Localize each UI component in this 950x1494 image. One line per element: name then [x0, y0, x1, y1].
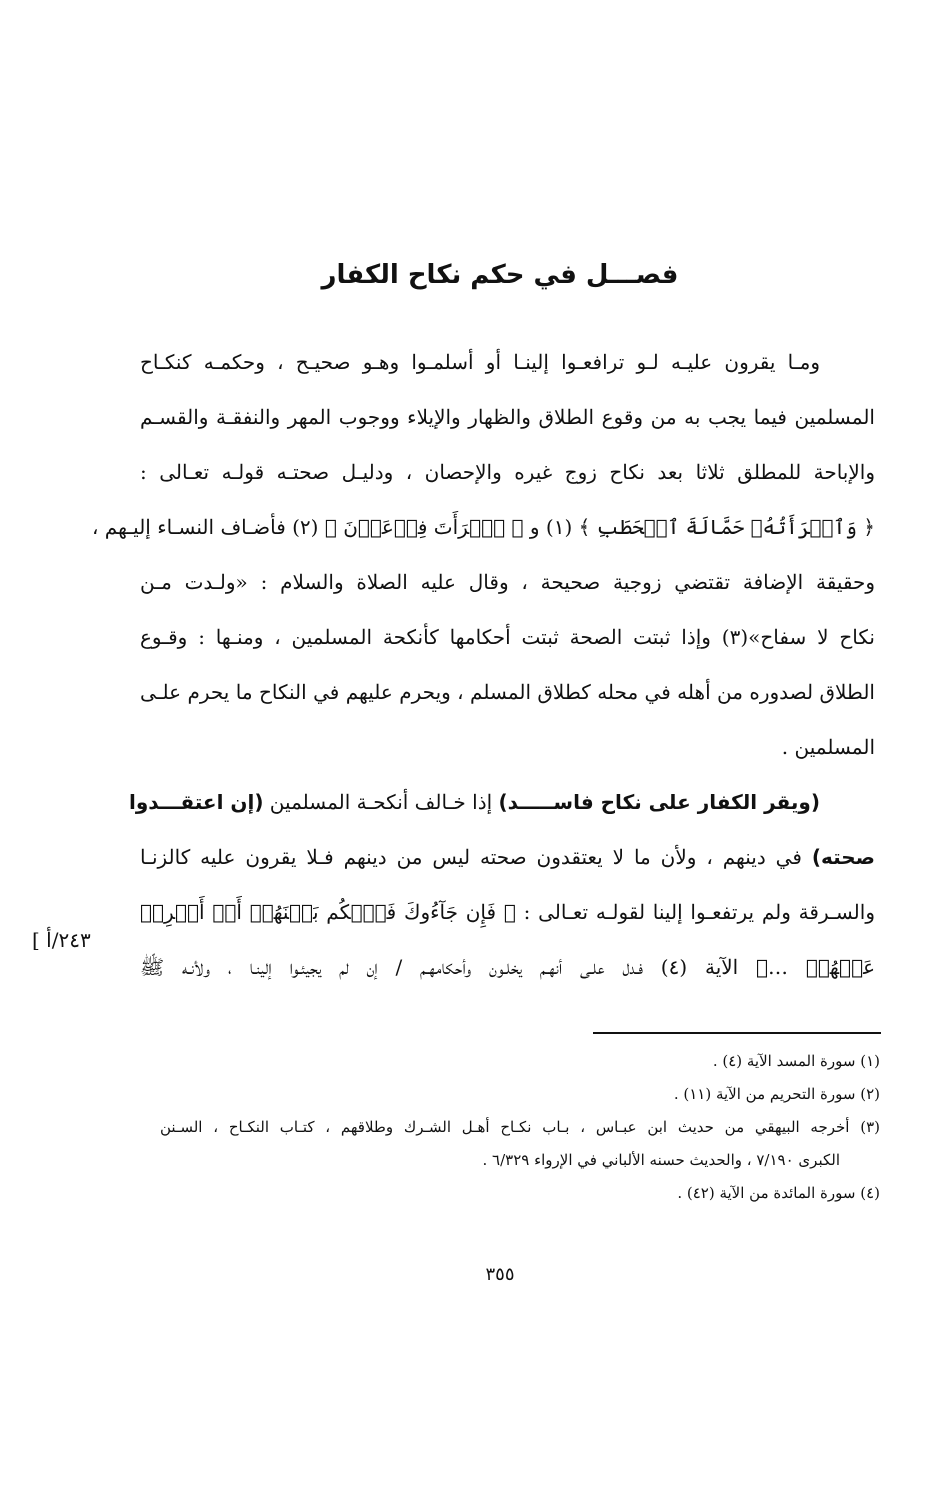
bold-phrase: صحته)	[811, 845, 875, 869]
text-line	[129, 775, 875, 830]
page-number: ٣٥٥	[485, 1264, 515, 1285]
text-line: عَنۡهُمۡ …﴾ الآية (٤) فـدل علـى أنهـم يخلـون وأحكامهـم / إن لم يجيئـوا إلينـا ، ولأنـه ﷺ	[140, 955, 875, 979]
text-line: ﴿ وَٱمۡرَأَتُهُۥ حَمَّالَةَ ٱلۡحَطَبِ ﴾ (١) و ﴿ ٱمۡرَأَتَ فِرۡعَوۡنَ ﴾ (٢) فأضـاف النسـاء إليـهم ،	[91, 515, 875, 539]
text-line: الطلاق لصدوره من أهله في محله كطلاق المسلم ، ويحرم عليهم في النكاح ما يحرم علـى	[140, 680, 875, 704]
footnote: (١) سورة المسد الآية (٤) .	[712, 1052, 880, 1070]
text-segment: في دينهم ، ولأن ما لا يعتقدون صحته ليس من دينهم فـلا يقرون عليه كالزنـا	[140, 845, 812, 869]
bold-phrase: (إن اعتقـــدوا	[129, 790, 264, 814]
section-title: فصـــل في حكم نكاح الكفار	[321, 260, 679, 290]
text-line: المسلمين .	[781, 735, 875, 759]
text-segment: إذا خـالف أنكحـة المسلمين	[263, 790, 499, 814]
text-line: المسلمين فيما يجب به من وقوع الطلاق والظهار والإيلاء ووجوب المهر والنفقـة والقسـم	[140, 405, 875, 429]
manuscript-folio-marker: [ ٢٤٣/أ	[32, 928, 91, 952]
footnote-continuation: الكبرى ٧/١٩٠ ، والحديث حسنه الألباني في الإرواء ٦/٣٢٩ .	[482, 1151, 840, 1169]
footnotes	[160, 1045, 880, 1210]
text-line	[140, 830, 875, 885]
text-line: نكاح لا سفاح»(٣) وإذا ثبتت الصحة ثبتت أحكامها كأنكحة المسلمين ، ومنـها : وقـوع	[140, 625, 875, 649]
footnote: (٣) أخرجه البيهقي من حديث ابن عبـاس ، بـاب نكـاح أهـل الشـرك وطلاقهم ، كتـاب النكـاح ، السـنن	[160, 1118, 880, 1136]
bold-phrase: (ويقر الكفار على نكاح فاســـــد)	[498, 790, 820, 814]
text-line: وحقيقة الإضافة تقتضي زوجية صحيحة ، وقال عليه الصلاة والسلام : «ولـدت مـن	[140, 570, 875, 594]
main-text	[91, 335, 875, 995]
text-line: ومـا يقرون عليـه لـو ترافعـوا إلينـا أو أسلمـوا وهـو صحيـح ، وحكمـه كنكـاح	[140, 350, 820, 374]
text-line: والسـرقة ولم يرتفعـوا إلينا لقولـه تعـالى : ﴿ فَإِن جَآءُوكَ فَٱحۡكُم بَيۡنَهُمۡ أَوۡ أَعۡرِضۡ	[140, 900, 875, 924]
footnote-separator	[593, 1032, 881, 1034]
text-line: والإباحة للمطلق ثلاثا بعد نكاح زوج غيره والإحصان ، ودليـل صحتـه قولـه تعـالى :	[140, 460, 875, 484]
footnote: (٤) سورة المائدة من الآية (٤٢) .	[677, 1184, 880, 1202]
footnote: (٢) سورة التحريم من الآية (١١) .	[673, 1085, 880, 1103]
